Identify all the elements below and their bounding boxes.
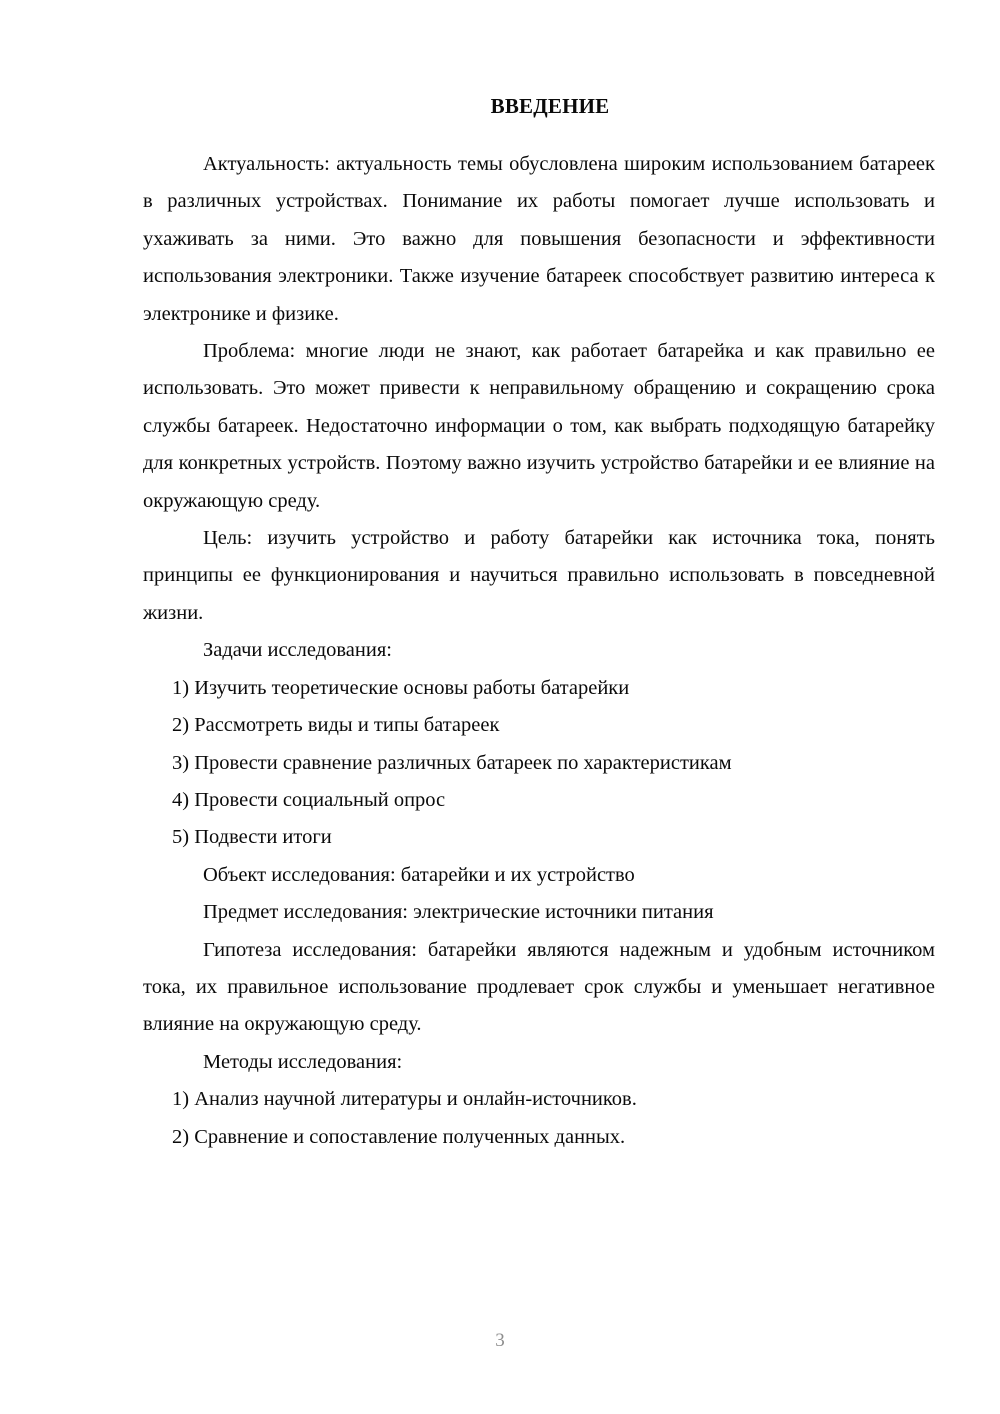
- paragraph-relevance: Актуальность: актуальность темы обусловлена широким использованием батареек в различных устройствах. Понимание их работы помогает лучше использовать и ухаживать за ними. Это важно для повышения безопасности и эффективности использования электроники. Также изучение батареек способствует развитию интереса к электронике и физике.: [143, 153, 935, 325]
- paragraph-hypothesis: Гипотеза исследования: батарейки являются надежным и удобным источником тока, их правильное использование продлевает срок службы и уменьшает негативное влияние на окружающую среду.: [143, 938, 935, 1036]
- paragraph-goal: Цель: изучить устройство и работу батарейки как источника тока, понять принципы ее функционирования и научиться правильно использовать в повседневной жизни.: [143, 527, 935, 624]
- list-item: 1) Изучить теоретические основы работы батарейки: [172, 676, 630, 699]
- page-number: 3: [495, 1330, 505, 1351]
- methods-heading: Методы исследования:: [203, 1050, 403, 1073]
- list-item: 3) Провести сравнение различных батареек по характеристикам: [172, 751, 732, 774]
- list-item: 4) Провести социальный опрос: [172, 788, 446, 811]
- list-item: 5) Подвести итоги: [172, 826, 332, 849]
- paragraph-subject: Предмет исследования: электрические источники питания: [203, 901, 714, 924]
- paragraph-object: Объект исследования: батарейки и их устройство: [203, 863, 635, 886]
- list-item: 2) Сравнение и сопоставление полученных данных.: [172, 1125, 626, 1148]
- tasks-heading: Задачи исследования:: [203, 639, 392, 662]
- list-item: 1) Анализ научной литературы и онлайн-источников.: [172, 1088, 637, 1111]
- list-item: 2) Рассмотреть виды и типы батареек: [172, 714, 500, 737]
- paragraph-problem: Проблема: многие люди не знают, как работает батарейка и как правильно ее использовать. Это может привести к неправильному обращению и сокращению срока службы батареек. Недостаточно информации о том, как выбрать подходящую батарейку для конкретных устройств. Поэтому важно изучить устройство батарейки и ее влияние на окружающую среду.: [143, 340, 935, 512]
- page-title: ВВЕДЕНИЕ: [490, 94, 610, 118]
- page-content: [143, 88, 935, 1156]
- title-spacer: [143, 125, 935, 146]
